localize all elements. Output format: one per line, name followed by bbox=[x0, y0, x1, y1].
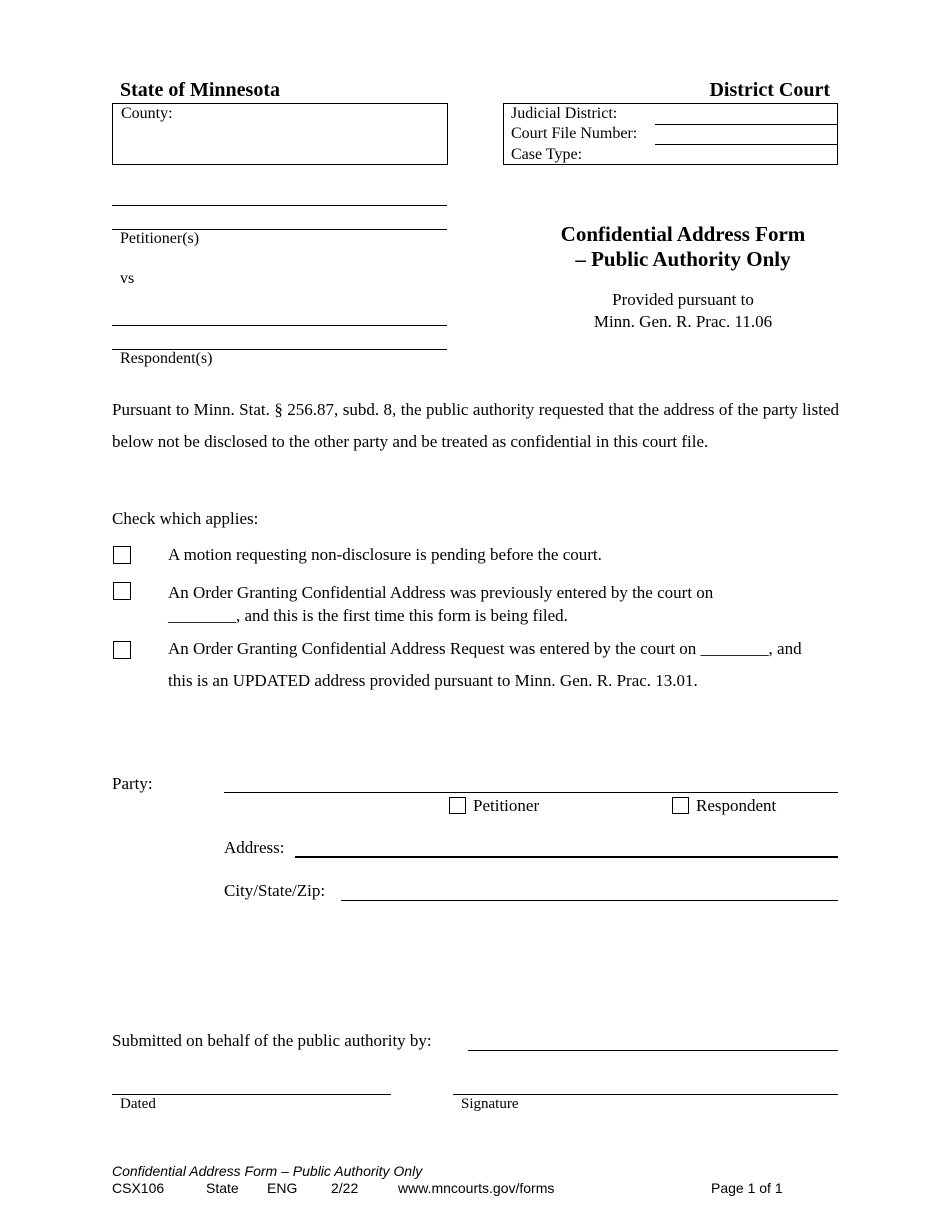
court-file-number-label: Court File Number: bbox=[511, 125, 638, 142]
respondent-option-label: Respondent bbox=[696, 796, 777, 815]
respondent-label: Respondent(s) bbox=[120, 350, 213, 367]
court-heading: District Court bbox=[709, 79, 830, 101]
option-2-line-1: An Order Granting Confidential Address was previously entered by the court on bbox=[168, 583, 714, 602]
option-2-line-2: ________, and this is the first time this form is being filed. bbox=[168, 606, 568, 625]
party-name-field[interactable] bbox=[224, 792, 838, 793]
footer-form-title: Confidential Address Form – Public Authority Only bbox=[112, 1163, 423, 1179]
footer-jurisdiction: State bbox=[206, 1180, 239, 1196]
option-3-line-1: An Order Granting Confidential Address Request was entered by the court on ________, and bbox=[168, 639, 802, 658]
dated-label: Dated bbox=[120, 1096, 156, 1112]
subtitle-line-1: Provided pursuant to bbox=[612, 290, 754, 309]
city-state-zip-field[interactable] bbox=[341, 900, 838, 901]
address-label: Address: bbox=[224, 838, 285, 857]
option-1-text: A motion requesting non-disclosure is pending before the court. bbox=[168, 545, 602, 564]
footer-revision: 2/22 bbox=[331, 1180, 359, 1196]
form-title-line-1: Confidential Address Form bbox=[560, 222, 806, 246]
signature-field[interactable] bbox=[453, 1094, 838, 1095]
option-3-checkbox[interactable] bbox=[113, 641, 131, 659]
party-label: Party: bbox=[112, 774, 153, 793]
address-field[interactable] bbox=[295, 856, 838, 858]
footer-page: Page 1 of 1 bbox=[711, 1180, 783, 1196]
option-2-checkbox[interactable] bbox=[113, 582, 131, 600]
option-3-line-2: this is an UPDATED address provided pursuant to Minn. Gen. R. Prac. 13.01. bbox=[168, 671, 698, 690]
option-1-checkbox[interactable] bbox=[113, 546, 131, 564]
petitioner-checkbox[interactable] bbox=[449, 797, 466, 814]
form-subtitle bbox=[503, 289, 863, 333]
petitioner-line-1[interactable] bbox=[112, 205, 447, 206]
judicial-district-field[interactable] bbox=[655, 124, 838, 125]
county-box[interactable] bbox=[112, 103, 448, 165]
city-state-zip-label: City/State/Zip: bbox=[224, 881, 326, 900]
intro-paragraph: Pursuant to Minn. Stat. § 256.87, subd. 8, the public authority requested that the address of the party listed below not be disclosed to the other party and be treated as confidential in this court file. bbox=[112, 400, 839, 451]
form-title bbox=[503, 222, 863, 272]
county-label: County: bbox=[121, 105, 173, 122]
signature-label: Signature bbox=[461, 1096, 519, 1112]
option-3-text bbox=[168, 639, 802, 697]
judicial-district-label: Judicial District: bbox=[511, 105, 618, 122]
footer-code: CSX106 bbox=[112, 1180, 165, 1196]
subtitle-line-2: Minn. Gen. R. Prac. 11.06 bbox=[593, 312, 773, 331]
respondent-checkbox[interactable] bbox=[672, 797, 689, 814]
submitted-by-field[interactable] bbox=[468, 1050, 838, 1051]
case-type-label: Case Type: bbox=[511, 146, 583, 163]
court-info-box bbox=[503, 103, 838, 165]
dated-field[interactable] bbox=[112, 1094, 391, 1095]
state-heading: State of Minnesota bbox=[120, 79, 280, 101]
vs-label: vs bbox=[120, 270, 135, 287]
court-file-number-field[interactable] bbox=[655, 144, 838, 145]
respondent-line-1[interactable] bbox=[112, 325, 447, 326]
form-title-line-2: – Public Authority Only bbox=[575, 247, 791, 271]
option-2-text bbox=[168, 581, 713, 627]
submitted-label: Submitted on behalf of the public authority by: bbox=[112, 1031, 432, 1050]
footer-language: ENG bbox=[267, 1180, 298, 1196]
petitioner-option-label: Petitioner bbox=[473, 796, 540, 815]
check-prompt: Check which applies: bbox=[112, 509, 259, 528]
petitioner-label: Petitioner(s) bbox=[120, 230, 200, 247]
footer-url[interactable]: www.mncourts.gov/forms bbox=[398, 1180, 555, 1196]
